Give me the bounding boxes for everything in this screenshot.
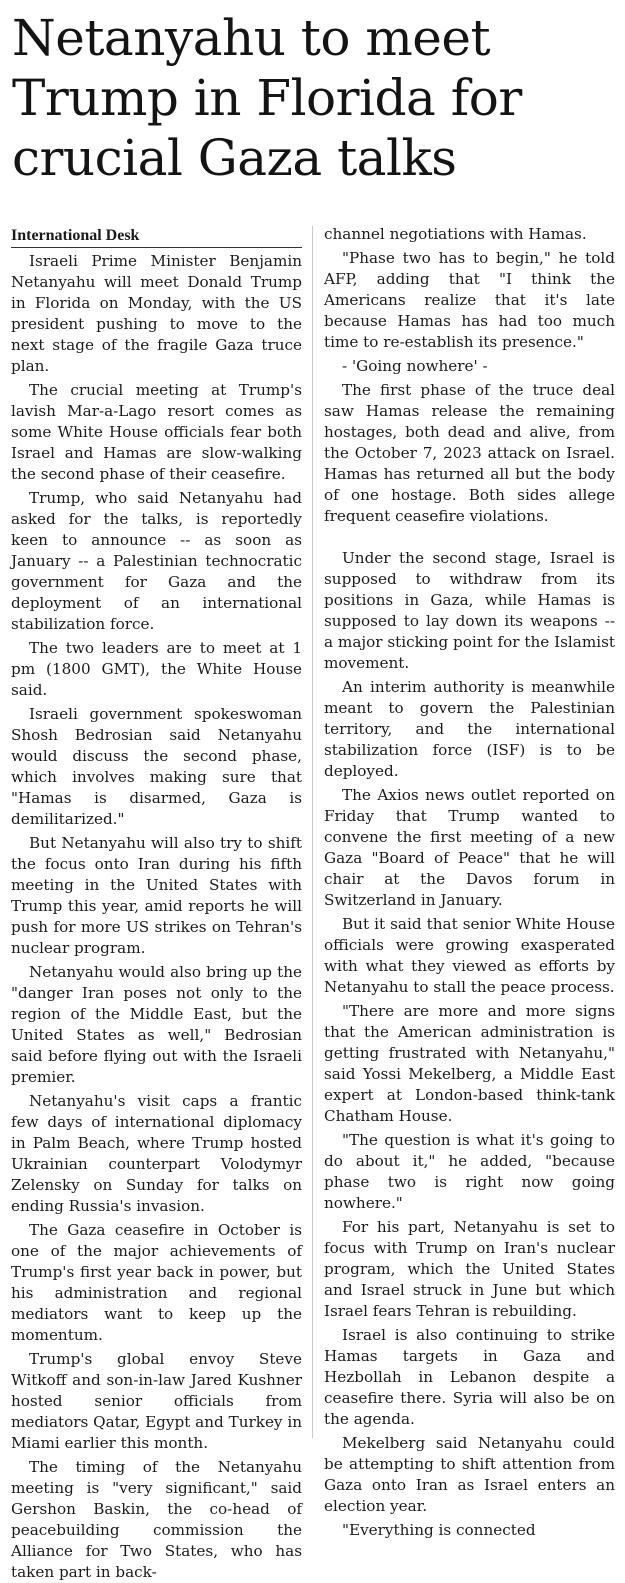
- right-paragraphs-c: [324, 548, 615, 1541]
- paragraph: "Phase two has to begin," he told AFP, adding that "I think the Americans realize that it's late because Hamas has had too much time to re-establish its presence.": [324, 249, 615, 351]
- paragraph: "There are more and more signs that the American administration is getting frustrated with Netanyahu," said Yossi Mekelberg, a Middle East expert at London-based think-tank Chatham House.: [324, 1002, 615, 1125]
- paragraph: But it said that senior White House officials were growing exasperated with what they viewed as efforts by Netanyahu to stall the peace process.: [324, 915, 615, 996]
- paragraph: Netanyahu's visit caps a frantic few days of international diplomacy in Palm Beach, where Trump hosted Ukrainian counterpart Volodymyr Zelensky on Sunday for talks on ending Russia's invasion.: [11, 1092, 302, 1215]
- paragraph: The Axios news outlet reported on Friday that Trump wanted to convene the first meeting of a new Gaza "Board of Peace" that he will chair at the Davos forum in Switzerland in January.: [324, 786, 615, 909]
- column-divider: [312, 226, 313, 1438]
- left-paragraphs: [11, 251, 302, 1583]
- paragraph: Israeli Prime Minister Benjamin Netanyahu will meet Donald Trump in Florida on Monday, with the US president pushing to move to the next stage of the fragile Gaza truce plan.: [11, 252, 302, 375]
- paragraph: An interim authority is meanwhile meant to govern the Palestinian territory, and the international stabilization force (ISF) is to be deployed.: [324, 678, 615, 780]
- paragraph: Israel is also continuing to strike Hamas targets in Gaza and Hezbollah in Lebanon despite a ceasefire there. Syria will also be on the agenda.: [324, 1326, 615, 1428]
- paragraph: Trump's global envoy Steve Witkoff and son-in-law Jared Kushner hosted senior officials from mediators Qatar, Egypt and Turkey in Miami earlier this month.: [11, 1350, 302, 1452]
- column-left: [11, 224, 302, 1581]
- paragraph: "Everything is connected: [342, 1521, 536, 1539]
- paragraph: The crucial meeting at Trump's lavish Mar-a-Lago resort comes as some White House officials fear both Israel and Hamas are slow-walking the second phase of their ceasefire.: [11, 381, 302, 483]
- paragraph: But Netanyahu will also try to shift the focus onto Iran during his fifth meeting in the United States with Trump this year, amid reports he will push for more US strikes on Tehran's nuclear program.: [11, 834, 302, 957]
- right-paragraphs-b: [324, 380, 615, 527]
- paragraph: For his part, Netanyahu is set to focus with Trump on Iran's nuclear program, which the United States and Israel struck in June but which Israel fears Tehran is rebuilding.: [324, 1218, 615, 1320]
- column-right: [324, 224, 615, 1539]
- paragraph: Netanyahu would also bring up the "danger Iran poses not only to the region of the Middle East, but the United States as well," Bedrosian said before flying out with the Israeli premier.: [11, 963, 302, 1086]
- paragraph: Mekelberg said Netanyahu could be attempting to shift attention from Gaza onto Iran as Israel enters an election year.: [324, 1434, 615, 1515]
- paragraph: The two leaders are to meet at 1 pm (1800 GMT), the White House said.: [11, 639, 302, 699]
- paragraph: The Gaza ceasefire in October is one of the major achievements of Trump's first year back in power, but his administration and regional mediators want to keep up the momentum.: [11, 1221, 302, 1344]
- paragraph: "The question is what it's going to do about it," he added, "because phase two is right now going nowhere.": [324, 1131, 615, 1212]
- paragraph: Israeli government spokeswoman Shosh Bedrosian said Netanyahu would discuss the second phase, which involves making sure that "Hamas is disarmed, Gaza is demilitarized.": [11, 705, 302, 828]
- paragraph: Under the second stage, Israel is supposed to withdraw from its positions in Gaza, while Hamas is supposed to lay down its weapons -- a major sticking point for the Islamist movement.: [324, 549, 615, 672]
- continued-paragraph: channel negotiations with Hamas.: [324, 225, 587, 243]
- headline: Netanyahu to meet Trump in Florida for crucial Gaza talks: [12, 9, 522, 187]
- paragraph: The first phase of the truce deal saw Hamas release the remaining hostages, both dead and alive, from the October 7, 2023 attack on Israel. Hamas has returned all but the body of one hostage. Both sides allege frequent ceasefire violations.: [324, 381, 615, 525]
- subheading: - 'Going nowhere' -: [342, 357, 488, 375]
- paragraph: The timing of the Netanyahu meeting is "very significant," said Gershon Baskin, the co-head of peacebuilding commission the Alliance for Two States, who has taken part in back-: [11, 1458, 302, 1581]
- byline: International Desk: [11, 226, 302, 248]
- right-paragraphs-a: [324, 248, 615, 353]
- paragraph: Trump, who said Netanyahu had asked for the talks, is reportedly keen to announce -- as soon as January -- a Palestinian technocratic government for Gaza and the deployment of an international stabilization force.: [11, 489, 302, 633]
